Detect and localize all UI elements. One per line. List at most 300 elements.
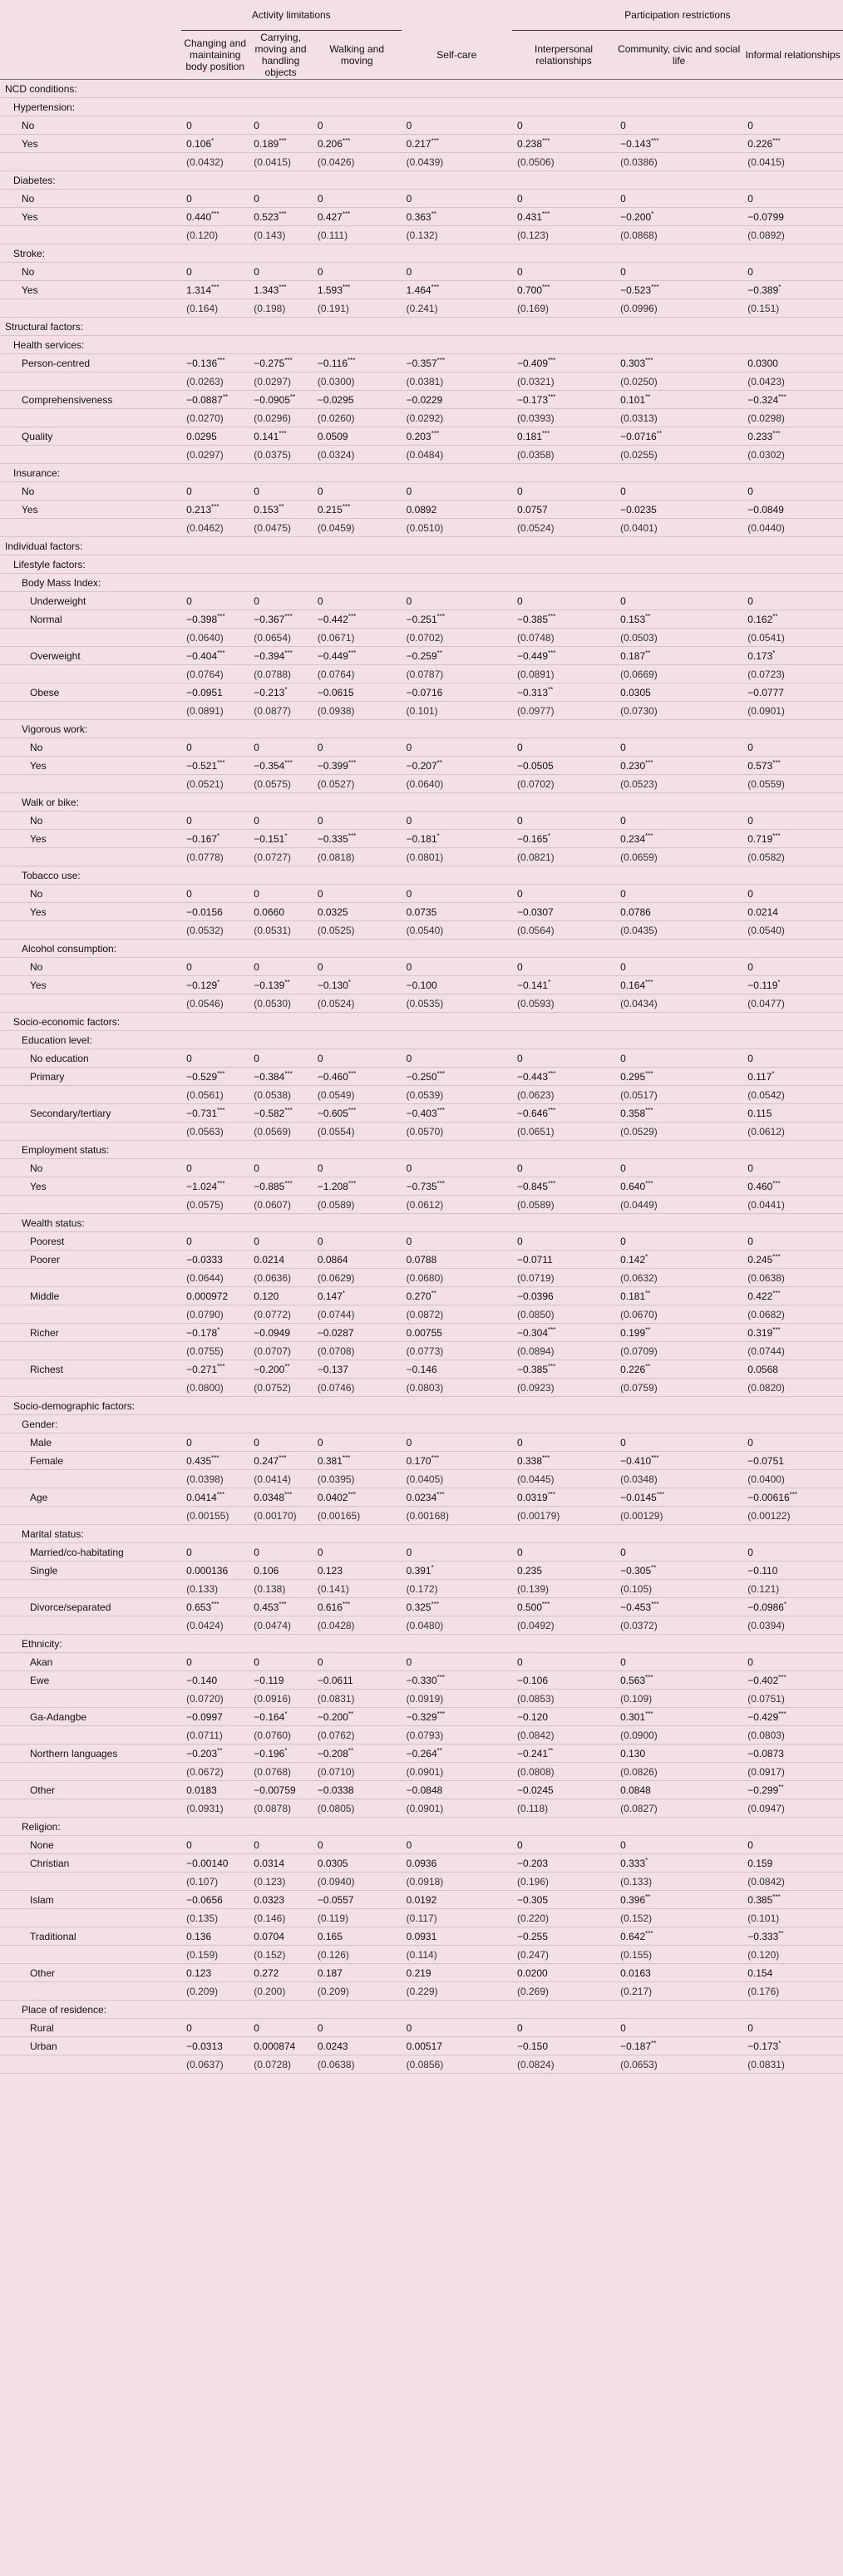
standard-error-cell: (0.119) (313, 1909, 402, 1927)
standard-error-row (0, 1690, 843, 1708)
standard-error-cell: (0.101) (742, 1909, 843, 1927)
coefficient-cell: 0 (615, 958, 742, 976)
row-label: Divorce/separated (0, 1598, 181, 1616)
coefficient-cell (512, 1818, 615, 1836)
significance-stars: ** (431, 210, 436, 218)
standard-error-cell: (0.0375) (249, 446, 313, 464)
standard-error-cell: (0.0762) (313, 1726, 402, 1744)
coefficient-cell: 0 (402, 1543, 512, 1562)
coefficient-cell: 0.115 (742, 1104, 843, 1123)
section-heading-row (0, 940, 843, 958)
significance-stars: *** (279, 136, 287, 145)
coefficient-cell: −0.305** (615, 1562, 742, 1580)
significance-stars: * (778, 283, 781, 291)
coefficient-cell: 0.213*** (181, 501, 249, 519)
coefficient-cell (249, 2001, 313, 2019)
standard-error-row (0, 1909, 843, 1927)
standard-error-cell: (0.0636) (249, 1269, 313, 1287)
section-heading-row (0, 1525, 843, 1543)
row-label: No (0, 190, 181, 208)
coefficient-cell: 0 (512, 1836, 615, 1854)
coefficient-cell: −0.403*** (402, 1104, 512, 1123)
coefficient-cell: −0.0656 (181, 1891, 249, 1909)
coefficient-cell: 0.173* (742, 647, 843, 665)
coefficient-cell: −0.200* (615, 208, 742, 226)
coefficient-cell (742, 1397, 843, 1415)
coefficient-cell (402, 720, 512, 738)
coefficient-cell: 0 (181, 738, 249, 757)
standard-error-cell: (0.0923) (512, 1379, 615, 1397)
table-row (0, 2019, 843, 2037)
standard-error-cell: (0.0711) (181, 1726, 249, 1744)
coefficient-cell: −0.324*** (742, 391, 843, 409)
standard-error-cell: (0.217) (615, 1982, 742, 2001)
section-label: Socio-demographic factors: (0, 1397, 181, 1415)
significance-stars: *** (217, 1362, 225, 1370)
standard-error-cell: (0.269) (512, 1982, 615, 2001)
coefficient-cell (313, 940, 402, 958)
coefficient-cell: 0 (402, 1232, 512, 1251)
standard-error-cell: (0.00165) (313, 1507, 402, 1525)
row-label (0, 519, 181, 537)
coefficient-cell: −0.187** (615, 2037, 742, 2055)
coefficient-cell: 0.154 (742, 1964, 843, 1982)
row-label (0, 1507, 181, 1525)
standard-error-row (0, 629, 843, 647)
coefficient-cell: 0.719*** (742, 830, 843, 848)
standard-error-cell: (0.0393) (512, 409, 615, 427)
coefficient-cell: 0.187** (615, 647, 742, 665)
significance-stars: *** (645, 1069, 653, 1078)
coefficient-cell: 0 (181, 263, 249, 281)
coefficient-cell: 0 (313, 1049, 402, 1068)
standard-error-cell: (0.0827) (615, 1799, 742, 1818)
significance-stars: *** (645, 832, 653, 840)
coefficient-cell: 0 (742, 190, 843, 208)
standard-error-cell: (0.0702) (402, 629, 512, 647)
significance-stars: * (348, 978, 352, 986)
significance-stars: *** (772, 1289, 781, 1297)
row-label (0, 1086, 181, 1104)
standard-error-cell: (0.00129) (615, 1507, 742, 1525)
coefficient-cell: 0 (742, 263, 843, 281)
standard-error-cell: (0.0297) (181, 446, 249, 464)
standard-error-cell: (0.0856) (402, 2055, 512, 2074)
coefficient-cell: −0.304*** (512, 1324, 615, 1342)
significance-stars: *** (217, 356, 225, 364)
significance-stars: *** (645, 1106, 653, 1114)
coefficient-cell: −0.119 (249, 1671, 313, 1690)
row-label: Ewe (0, 1671, 181, 1690)
coefficient-cell (249, 80, 313, 98)
coefficient-cell: −0.0986* (742, 1598, 843, 1616)
coefficient-cell: −0.00759 (249, 1781, 313, 1799)
significance-stars: *** (772, 429, 781, 437)
standard-error-cell: (0.00122) (742, 1507, 843, 1525)
coefficient-cell: −0.0145*** (615, 1488, 742, 1507)
coefficient-cell: 0 (615, 1653, 742, 1671)
coefficient-cell (512, 2001, 615, 2019)
table-row (0, 1251, 843, 1269)
section-heading-row (0, 1635, 843, 1653)
coefficient-cell: −0.271*** (181, 1360, 249, 1379)
coefficient-cell: 0 (742, 1836, 843, 1854)
standard-error-cell: (0.0938) (313, 702, 402, 720)
coefficient-cell: 0.203*** (402, 427, 512, 446)
coefficient-cell: −0.0557 (313, 1891, 402, 1909)
section-label: Ethnicity: (0, 1635, 181, 1653)
coefficient-cell: 0 (313, 958, 402, 976)
coefficient-cell: 0.301*** (615, 1708, 742, 1726)
standard-error-cell: (0.0593) (512, 994, 615, 1013)
coefficient-cell: 0 (249, 738, 313, 757)
standard-error-cell: (0.121) (742, 1580, 843, 1598)
coefficient-cell: −0.384*** (249, 1068, 313, 1086)
row-label: None (0, 1836, 181, 1854)
significance-stars: ** (645, 1362, 651, 1370)
coefficient-cell: 0.0568 (742, 1360, 843, 1379)
standard-error-cell: (0.0670) (615, 1305, 742, 1324)
standard-error-cell: (0.0744) (313, 1305, 402, 1324)
significance-stars: *** (431, 283, 439, 291)
significance-stars: * (772, 649, 776, 657)
coefficient-cell: 1.343*** (249, 281, 313, 299)
coefficient-cell (249, 1031, 313, 1049)
row-label: No (0, 1159, 181, 1177)
coefficient-cell (313, 171, 402, 190)
standard-error-cell: (0.0878) (249, 1799, 313, 1818)
standard-error-cell: (0.0719) (512, 1269, 615, 1287)
coefficient-cell: 0.0300 (742, 354, 843, 373)
standard-error-cell: (0.0394) (742, 1616, 843, 1635)
coefficient-cell (402, 1525, 512, 1543)
coefficient-cell (313, 1525, 402, 1543)
coefficient-cell (402, 1415, 512, 1434)
coefficient-cell: 0.0348*** (249, 1488, 313, 1507)
standard-error-cell: (0.0506) (512, 153, 615, 171)
coefficient-cell: 0.700*** (512, 281, 615, 299)
coefficient-cell (742, 1031, 843, 1049)
significance-stars: *** (548, 649, 556, 657)
table-row (0, 1434, 843, 1452)
coefficient-cell: 0 (402, 592, 512, 610)
standard-error-cell: (0.0541) (742, 629, 843, 647)
coefficient-cell: −0.264** (402, 1744, 512, 1763)
standard-error-cell: (0.0640) (402, 775, 512, 793)
standard-error-cell: (0.247) (512, 1946, 615, 1964)
standard-error-cell: (0.0540) (742, 921, 843, 940)
coefficient-cell (181, 1635, 249, 1653)
section-label: Individual factors: (0, 537, 181, 555)
significance-stars: ** (284, 978, 290, 986)
significance-stars: * (548, 832, 551, 840)
row-label: Underweight (0, 592, 181, 610)
coefficient-cell: 0.159 (742, 1854, 843, 1873)
significance-stars: *** (645, 1929, 653, 1937)
standard-error-cell: (0.0484) (402, 446, 512, 464)
coefficient-cell: 0 (742, 1434, 843, 1452)
coefficient-cell: −0.429*** (742, 1708, 843, 1726)
coefficient-cell: −0.275*** (249, 354, 313, 373)
coefficient-cell: −0.0716** (615, 427, 742, 446)
section-heading-row (0, 1141, 843, 1159)
coefficient-cell: −0.0615 (313, 683, 402, 702)
standard-error-cell: (0.0426) (313, 153, 402, 171)
coefficient-cell (615, 537, 742, 555)
standard-error-cell: (0.0629) (313, 1269, 402, 1287)
standard-error-row (0, 1982, 843, 2001)
coefficient-cell: 0.0735 (402, 903, 512, 921)
standard-error-cell: (0.191) (313, 299, 402, 318)
standard-error-cell: (0.152) (249, 1946, 313, 1964)
standard-error-cell: (0.0818) (313, 848, 402, 866)
standard-error-cell: (0.0638) (313, 2055, 402, 2074)
standard-error-row (0, 1123, 843, 1141)
coefficient-cell: 0 (181, 482, 249, 501)
coefficient-cell: 0 (512, 592, 615, 610)
coefficient-cell: 0.247*** (249, 1452, 313, 1470)
section-heading-row (0, 537, 843, 555)
coefficient-cell (313, 574, 402, 592)
header-spacer (0, 0, 181, 31)
coefficient-cell: 0.0214 (249, 1251, 313, 1269)
coefficient-cell: 0 (249, 812, 313, 830)
standard-error-cell: (0.0492) (512, 1616, 615, 1635)
standard-error-cell: (0.155) (615, 1946, 742, 1964)
coefficient-cell: 0 (249, 1653, 313, 1671)
section-heading-row (0, 574, 843, 592)
coefficient-cell (512, 464, 615, 482)
coefficient-cell: −0.140 (181, 1671, 249, 1690)
standard-error-cell: (0.164) (181, 299, 249, 318)
coefficient-cell: −0.150 (512, 2037, 615, 2055)
coefficient-cell: 0 (512, 1232, 615, 1251)
standard-error-cell: (0.0916) (249, 1690, 313, 1708)
coefficient-cell: −0.106 (512, 1671, 615, 1690)
coefficient-cell: 0.235 (512, 1562, 615, 1580)
table-row (0, 1324, 843, 1342)
coefficient-cell: 0 (249, 1543, 313, 1562)
coefficient-cell (742, 720, 843, 738)
coefficient-cell: −0.196* (249, 1744, 313, 1763)
table-row (0, 1598, 843, 1616)
standard-error-cell: (0.114) (402, 1946, 512, 1964)
coefficient-cell (402, 793, 512, 812)
coefficient-cell: 0.123 (313, 1562, 402, 1580)
coefficient-cell: 0 (402, 885, 512, 903)
significance-stars: *** (651, 136, 659, 145)
standard-error-cell: (0.0302) (742, 446, 843, 464)
standard-error-cell: (0.0632) (615, 1269, 742, 1287)
coefficient-cell (313, 1013, 402, 1031)
standard-error-cell: (0.0297) (249, 373, 313, 391)
standard-error-cell: (0.107) (181, 1873, 249, 1891)
standard-error-cell: (0.0589) (512, 1196, 615, 1214)
coefficient-cell (615, 464, 742, 482)
table-row (0, 263, 843, 281)
column-header: Walking and moving (313, 31, 402, 80)
significance-stars: * (778, 2039, 781, 2047)
table-body (0, 80, 843, 2074)
standard-error-cell: (0.0510) (402, 519, 512, 537)
coefficient-cell: 0.181** (615, 1287, 742, 1305)
standard-error-cell: (0.111) (313, 226, 402, 244)
coefficient-cell (313, 793, 402, 812)
standard-error-cell: (0.118) (512, 1799, 615, 1818)
coefficient-cell (181, 793, 249, 812)
coefficient-cell: −0.582*** (249, 1104, 313, 1123)
table-row (0, 1488, 843, 1507)
row-label (0, 409, 181, 427)
coefficient-cell: −0.313** (512, 683, 615, 702)
coefficient-cell (181, 574, 249, 592)
coefficient-cell: 0.164*** (615, 976, 742, 994)
coefficient-cell: 0 (249, 2019, 313, 2037)
coefficient-cell: 0 (742, 592, 843, 610)
standard-error-cell: (0.0474) (249, 1616, 313, 1635)
coefficient-cell: 0 (615, 116, 742, 135)
coefficient-cell (402, 1013, 512, 1031)
standard-error-cell: (0.135) (181, 1909, 249, 1927)
standard-error-cell: (0.0480) (402, 1616, 512, 1635)
coefficient-cell: −0.0229 (402, 391, 512, 409)
coefficient-cell (615, 171, 742, 190)
significance-stars: *** (548, 612, 556, 620)
coefficient-cell: −0.449*** (313, 647, 402, 665)
coefficient-cell: 0.0414*** (181, 1488, 249, 1507)
standard-error-cell: (0.117) (402, 1909, 512, 1927)
coefficient-cell (249, 1818, 313, 1836)
row-label: Islam (0, 1891, 181, 1909)
standard-error-cell: (0.0682) (742, 1305, 843, 1324)
standard-error-cell: (0.0348) (615, 1470, 742, 1488)
table-row (0, 1177, 843, 1196)
coefficient-cell: 0.0234*** (402, 1488, 512, 1507)
standard-error-row (0, 519, 843, 537)
section-heading-row (0, 80, 843, 98)
row-label (0, 1305, 181, 1324)
coefficient-cell (402, 555, 512, 574)
coefficient-cell: 0.325*** (402, 1598, 512, 1616)
standard-error-cell: (0.0570) (402, 1123, 512, 1141)
row-label (0, 994, 181, 1013)
row-label (0, 1982, 181, 2001)
coefficient-cell (313, 1635, 402, 1653)
standard-error-cell: (0.0607) (249, 1196, 313, 1214)
significance-stars: ** (645, 649, 651, 657)
standard-error-cell: (0.0554) (313, 1123, 402, 1141)
coefficient-cell: −0.0799 (742, 208, 843, 226)
standard-error-cell: (0.0381) (402, 373, 512, 391)
significance-stars: * (217, 1325, 220, 1334)
coefficient-cell: 0 (615, 1434, 742, 1452)
standard-error-cell: (0.0532) (181, 921, 249, 940)
coefficient-cell: 0 (615, 482, 742, 501)
coefficient-cell: 0.000972 (181, 1287, 249, 1305)
significance-stars: *** (284, 649, 293, 657)
standard-error-cell: (0.0292) (402, 409, 512, 427)
significance-stars: * (651, 210, 654, 218)
standard-error-cell: (0.0428) (313, 1616, 402, 1635)
coefficient-cell: 0 (402, 1836, 512, 1854)
coefficient-cell (742, 336, 843, 354)
coefficient-cell: 0.153** (615, 610, 742, 629)
row-label: Middle (0, 1287, 181, 1305)
coefficient-cell: 0.206*** (313, 135, 402, 153)
significance-stars: ** (645, 612, 651, 620)
coefficient-cell: −0.399*** (313, 757, 402, 775)
row-label: No (0, 885, 181, 903)
significance-stars: *** (548, 1179, 556, 1187)
standard-error-cell: (0.146) (249, 1909, 313, 1927)
standard-error-cell: (0.159) (181, 1946, 249, 1964)
coefficient-cell: 0 (181, 1653, 249, 1671)
standard-error-cell: (0.0801) (402, 848, 512, 866)
coefficient-cell: 0.0192 (402, 1891, 512, 1909)
standard-error-row (0, 1946, 843, 1964)
standard-error-cell: (0.0752) (249, 1379, 313, 1397)
row-label: No (0, 958, 181, 976)
standard-error-cell: (0.0612) (402, 1196, 512, 1214)
coefficient-cell (313, 244, 402, 263)
coefficient-cell: −0.151* (249, 830, 313, 848)
significance-stars: *** (645, 356, 653, 364)
standard-error-cell: (0.133) (181, 1580, 249, 1598)
standard-error-cell: (0.0400) (742, 1470, 843, 1488)
significance-stars: *** (284, 1069, 293, 1078)
significance-stars: *** (217, 1069, 225, 1078)
coefficient-cell: 0.219 (402, 1964, 512, 1982)
coefficient-cell: −0.259** (402, 647, 512, 665)
coefficient-cell (181, 336, 249, 354)
coefficient-cell: 0 (615, 1543, 742, 1562)
significance-stars: *** (279, 1600, 287, 1608)
coefficient-cell: 0 (402, 812, 512, 830)
standard-error-row (0, 1580, 843, 1598)
standard-error-cell: (0.00179) (512, 1507, 615, 1525)
coefficient-cell (615, 574, 742, 592)
coefficient-cell: −0.335*** (313, 830, 402, 848)
coefficient-cell: 0 (402, 1159, 512, 1177)
row-label: No (0, 263, 181, 281)
row-label: Female (0, 1452, 181, 1470)
row-label: Yes (0, 976, 181, 994)
standard-error-row (0, 848, 843, 866)
coefficient-cell (402, 940, 512, 958)
coefficient-cell: 0 (181, 2019, 249, 2037)
group-header-activity-limitations: Activity limitations (181, 0, 401, 31)
coefficient-cell (249, 1013, 313, 1031)
coefficient-cell: 0.272 (249, 1964, 313, 1982)
header-gap (402, 0, 512, 31)
section-label: Employment status: (0, 1141, 181, 1159)
coefficient-cell (512, 80, 615, 98)
coefficient-cell: 0 (249, 116, 313, 135)
coefficient-cell (249, 793, 313, 812)
coefficient-cell: 0 (402, 263, 512, 281)
significance-stars: ** (548, 1746, 554, 1754)
coefficient-cell (512, 720, 615, 738)
coefficient-cell: 0 (512, 190, 615, 208)
coefficient-cell: −0.0849 (742, 501, 843, 519)
standard-error-cell: (0.0826) (615, 1763, 742, 1781)
coefficient-cell: 0 (615, 1159, 742, 1177)
coefficient-cell: 0 (615, 738, 742, 757)
significance-stars: ** (656, 429, 663, 437)
row-label (0, 1342, 181, 1360)
standard-error-row (0, 1305, 843, 1324)
coefficient-cell: 0.0509 (313, 427, 402, 446)
